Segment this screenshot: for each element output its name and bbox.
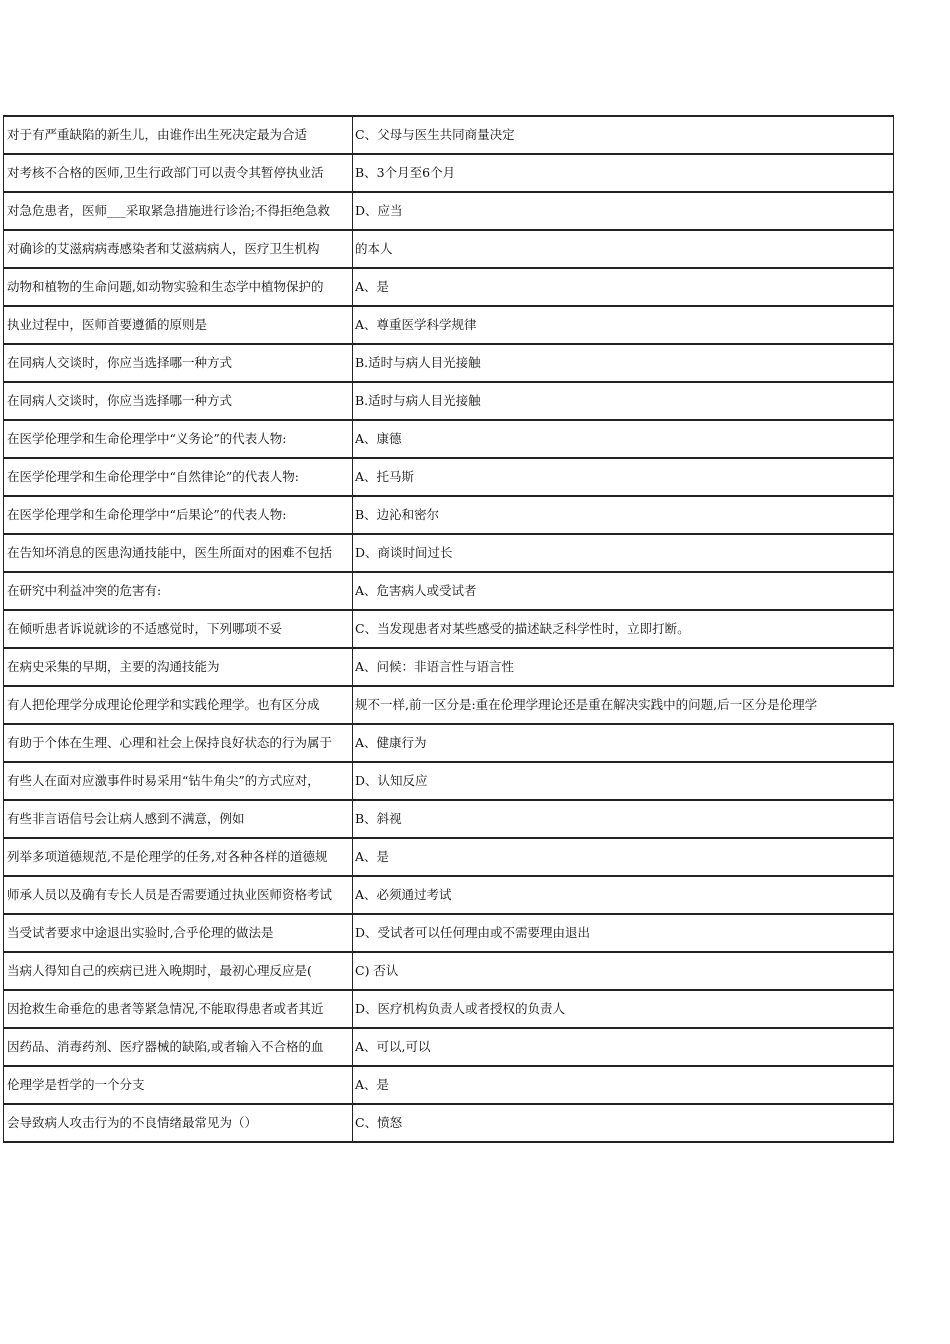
answer-cell: A、问候：非语言性与语言性 xyxy=(353,649,894,685)
question-cell: 会导致病人攻击行为的不良情绪最常见为（） xyxy=(3,1105,353,1141)
table-row xyxy=(3,1103,894,1143)
question-cell: 因抢救生命垂危的患者等紧急情况,不能取得患者或者其近 xyxy=(3,991,353,1027)
question-cell: 有助于个体在生理、心理和社会上保持良好状态的行为属于 xyxy=(3,725,353,761)
table-row xyxy=(3,267,894,305)
question-cell: 在研究中利益冲突的危害有: xyxy=(3,573,353,609)
question-cell: 当受试者要求中途退出实验时,合乎伦理的做法是 xyxy=(3,915,353,951)
answer-cell: C、父母与医生共同商量决定 xyxy=(353,117,894,153)
table-row xyxy=(3,837,894,875)
table-row xyxy=(3,647,894,685)
table-row xyxy=(3,153,894,191)
table-row xyxy=(3,609,894,647)
table-row xyxy=(3,951,894,989)
question-cell: 伦理学是哲学的一个分支 xyxy=(3,1067,353,1103)
table-row xyxy=(3,875,894,913)
answer-cell: C) 否认 xyxy=(353,953,894,989)
answer-cell: A、是 xyxy=(353,839,894,875)
question-cell: 在同病人交谈时，你应当选择哪一种方式 xyxy=(3,345,353,381)
answer-cell: 的本人 xyxy=(353,231,894,267)
answer-cell: A、是 xyxy=(353,269,894,305)
answer-cell: A、可以,可以 xyxy=(353,1029,894,1065)
question-cell: 对确诊的艾滋病病毒感染者和艾滋病病人，医疗卫生机构 xyxy=(3,231,353,267)
answer-cell: B、斜视 xyxy=(353,801,894,837)
question-cell: 在同病人交谈时，你应当选择哪一种方式 xyxy=(3,383,353,419)
table-row xyxy=(3,305,894,343)
answer-cell: B、3个月至6个月 xyxy=(353,155,894,191)
answer-cell: B.适时与病人目光接触 xyxy=(353,345,894,381)
answer-cell: B、边沁和密尔 xyxy=(353,497,894,533)
question-cell: 在倾听患者诉说就诊的不适感觉时，下列哪项不妥 xyxy=(3,611,353,647)
question-cell: 在医学伦理学和生命伦理学中“义务论”的代表人物: xyxy=(3,421,353,457)
question-cell: 师承人员以及确有专长人员是否需要通过执业医师资格考试 xyxy=(3,877,353,913)
answer-cell: D、受试者可以任何理由或不需要理由退出 xyxy=(353,915,894,951)
question-cell: 对于有严重缺陷的新生儿，由谁作出生死决定最为合适 xyxy=(3,117,353,153)
question-cell: 对急危患者，医师___采取紧急措施进行诊治;不得拒绝急救 xyxy=(3,193,353,229)
table-row xyxy=(3,1065,894,1103)
table-row xyxy=(3,495,894,533)
answer-cell: D、应当 xyxy=(353,193,894,229)
answer-cell: D、医疗机构负责人或者授权的负责人 xyxy=(353,991,894,1027)
answer-cell: A、危害病人或受试者 xyxy=(353,573,894,609)
table-row xyxy=(3,685,894,723)
answer-cell: A、尊重医学科学规律 xyxy=(353,307,894,343)
table-row xyxy=(3,989,894,1027)
answer-cell: 规不一样,前一区分是:重在伦理学理论还是重在解决实践中的问题,后一区分是伦理学 xyxy=(355,697,818,712)
answer-table xyxy=(3,115,894,1143)
table-row xyxy=(3,723,894,761)
question-cell: 有人把伦理学分成理论伦理学和实践伦理学。也有区分成 xyxy=(3,687,353,723)
table-row xyxy=(3,381,894,419)
question-cell: 对考核不合格的医师,卫生行政部门可以责令其暂停执业活 xyxy=(3,155,353,191)
table-row xyxy=(3,115,894,153)
table-row xyxy=(3,419,894,457)
question-cell: 在医学伦理学和生命伦理学中“自然律论”的代表人物: xyxy=(3,459,353,495)
answer-cell: A、是 xyxy=(353,1067,894,1103)
table-row xyxy=(3,229,894,267)
question-cell: 在病史采集的早期，主要的沟通技能为 xyxy=(3,649,353,685)
answer-cell: D、商谈时间过长 xyxy=(353,535,894,571)
table-row xyxy=(3,571,894,609)
question-cell: 当病人得知自己的疾病已进入晚期时，最初心理反应是( xyxy=(3,953,353,989)
table-row xyxy=(3,799,894,837)
answer-cell: A、康德 xyxy=(353,421,894,457)
answer-cell: B.适时与病人目光接触 xyxy=(353,383,894,419)
answer-cell: A、托马斯 xyxy=(353,459,894,495)
table-row xyxy=(3,533,894,571)
question-cell: 有些人在面对应激事件时易采用“钻牛角尖”的方式应对， xyxy=(3,763,353,799)
answer-cell: A、必须通过考试 xyxy=(353,877,894,913)
question-cell: 因药品、消毒药剂、医疗器械的缺陷,或者输入不合格的血 xyxy=(3,1029,353,1065)
answer-cell: D、认知反应 xyxy=(353,763,894,799)
table-row xyxy=(3,457,894,495)
answer-cell: A、健康行为 xyxy=(353,725,894,761)
answer-cell: C、愤怒 xyxy=(353,1105,894,1141)
question-cell: 执业过程中，医师首要遵循的原则是 xyxy=(3,307,353,343)
question-cell: 列举多项道德规范,不是伦理学的任务,对各种各样的道德规 xyxy=(3,839,353,875)
question-cell: 在告知坏消息的医患沟通技能中，医生所面对的困难不包括 xyxy=(3,535,353,571)
question-cell: 有些非言语信号会让病人感到不满意，例如 xyxy=(3,801,353,837)
answer-cell: C、当发现患者对某些感受的描述缺乏科学性时，立即打断。 xyxy=(353,611,894,647)
question-cell: 在医学伦理学和生命伦理学中“后果论”的代表人物: xyxy=(3,497,353,533)
table-row xyxy=(3,761,894,799)
table-row xyxy=(3,191,894,229)
table-row xyxy=(3,913,894,951)
question-cell: 动物和植物的生命问题,如动物实验和生态学中植物保护的 xyxy=(3,269,353,305)
table-row xyxy=(3,343,894,381)
table-row xyxy=(3,1027,894,1065)
